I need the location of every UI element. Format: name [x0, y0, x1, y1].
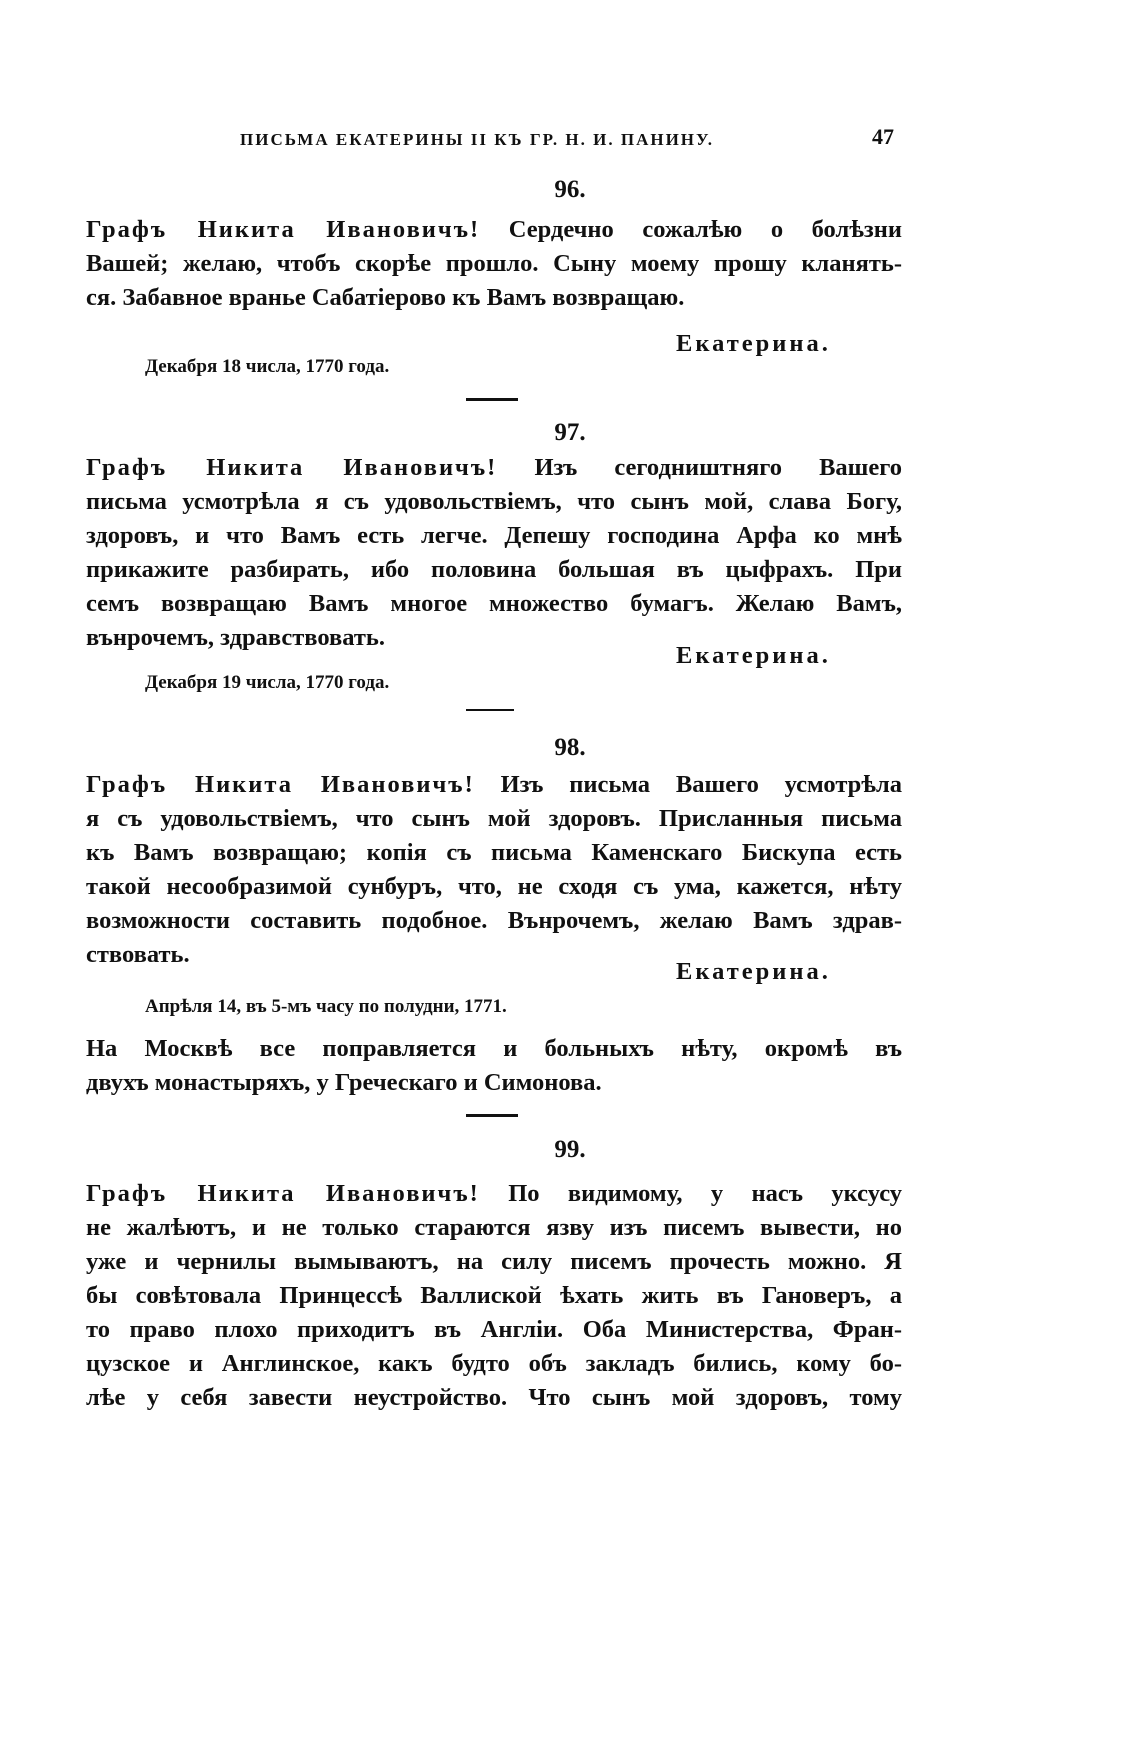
letter-body — [86, 1177, 902, 1415]
letter-line: то право плохо приходитъ въ Англіи. Оба Министерства, Фран- — [86, 1316, 902, 1343]
letter-line: лѣе у себя завести неустройство. Что сынъ мой здоровъ, тому — [86, 1384, 902, 1411]
letter-line: уже и чернилы вымываютъ, на силу писемъ прочесть можно. Я — [86, 1248, 902, 1275]
letter-line-first — [86, 213, 902, 247]
letter-line: цузское и Англинское, какъ будто объ закладъ бились, кому бо- — [86, 1350, 902, 1377]
letter-line: Вашей; желаю, чтобъ скорѣе прошло. Сыну моему прошу кланять- — [86, 250, 902, 277]
page-number: 47 — [872, 124, 894, 149]
running-title: ПИСЬМА ЕКАТЕРИНЫ II КЪ ГР. Н. И. ПАНИНУ. — [240, 130, 714, 149]
postscript — [86, 1032, 902, 1100]
letter-line: ся. Забавное вранье Сабатіерово къ Вамъ возвращаю. — [86, 284, 685, 311]
signature: Екатерина. — [676, 642, 831, 669]
letter-number: 98. — [554, 734, 586, 761]
letter-body — [86, 768, 902, 972]
letter-number: 99. — [554, 1136, 586, 1163]
letter-line: возможности составить подобное. Вънрочемъ, желаю Вамъ здрав- — [86, 907, 902, 934]
letter-line: не жалѣютъ, и не только стараются язву изъ писемъ вывести, но — [86, 1214, 902, 1241]
signature: Екатерина. — [676, 330, 831, 357]
letter-line-first — [86, 768, 902, 802]
letter-line: письма усмотрѣла я съ удовольствіемъ, что сынъ мой, слава Богу, — [86, 488, 902, 515]
letter-line-first — [86, 1177, 902, 1211]
section-divider — [466, 398, 518, 401]
dateline: Апрѣля 14, въ 5-мъ часу по полудни, 1771. — [145, 996, 507, 1017]
letter-line: прикажите разбирать, ибо половина большая въ цыфрахъ. При — [86, 556, 902, 583]
letter-body — [86, 451, 902, 655]
letter-line-first — [86, 451, 902, 485]
salutation: Графъ Никита Ивановичъ! — [86, 216, 481, 243]
letter-line-text: Сердечно сожалѣю о болѣзни — [508, 216, 902, 243]
letter-line: вънрочемъ, здравствовать. — [86, 624, 385, 651]
section-divider — [466, 709, 514, 711]
letter-number: 96. — [554, 176, 586, 203]
letter-line-text: Изъ письма Вашего усмотрѣла — [500, 771, 902, 798]
dateline: Декабря 18 числа, 1770 года. — [145, 356, 390, 377]
salutation: Графъ Никита Ивановичъ! — [86, 1180, 480, 1207]
postscript-line: двухъ монастыряхъ, у Греческаго и Симонова. — [86, 1069, 602, 1096]
letter-line: ствовать. — [86, 941, 190, 968]
letter-line: бы совѣтовала Принцессѣ Валлиской ѣхать жить въ Гановеръ, а — [86, 1282, 902, 1309]
section-divider — [466, 1114, 518, 1117]
salutation: Графъ Никита Ивановичъ! — [86, 454, 498, 481]
letter-line: семъ возвращаю Вамъ многое множество бумагъ. Желаю Вамъ, — [86, 590, 902, 617]
letter-line-text: По видимому, у насъ уксусу — [508, 1180, 902, 1207]
letter-line: такой несообразимой сунбуръ, что, не сходя съ ума, кажется, нѣту — [86, 873, 902, 900]
letter-line-text: Изъ сегодништняго Вашего — [534, 454, 902, 481]
letter-number: 97. — [554, 419, 586, 446]
salutation: Графъ Никита Ивановичъ! — [86, 771, 475, 798]
postscript-line: На Москвѣ все поправляется и больныхъ нѣту, окромѣ въ — [86, 1035, 902, 1062]
letter-line: къ Вамъ возвращаю; копія съ письма Каменскаго Бискупа есть — [86, 839, 902, 866]
letter-body — [86, 213, 902, 315]
dateline: Декабря 19 числа, 1770 года. — [145, 672, 390, 693]
letter-line: я съ удовольствіемъ, что сынъ мой здоровъ. Присланныя письма — [86, 805, 902, 832]
signature: Екатерина. — [676, 958, 831, 985]
letter-line: здоровъ, и что Вамъ есть легче. Депешу господина Арфа ко мнѣ — [86, 522, 902, 549]
